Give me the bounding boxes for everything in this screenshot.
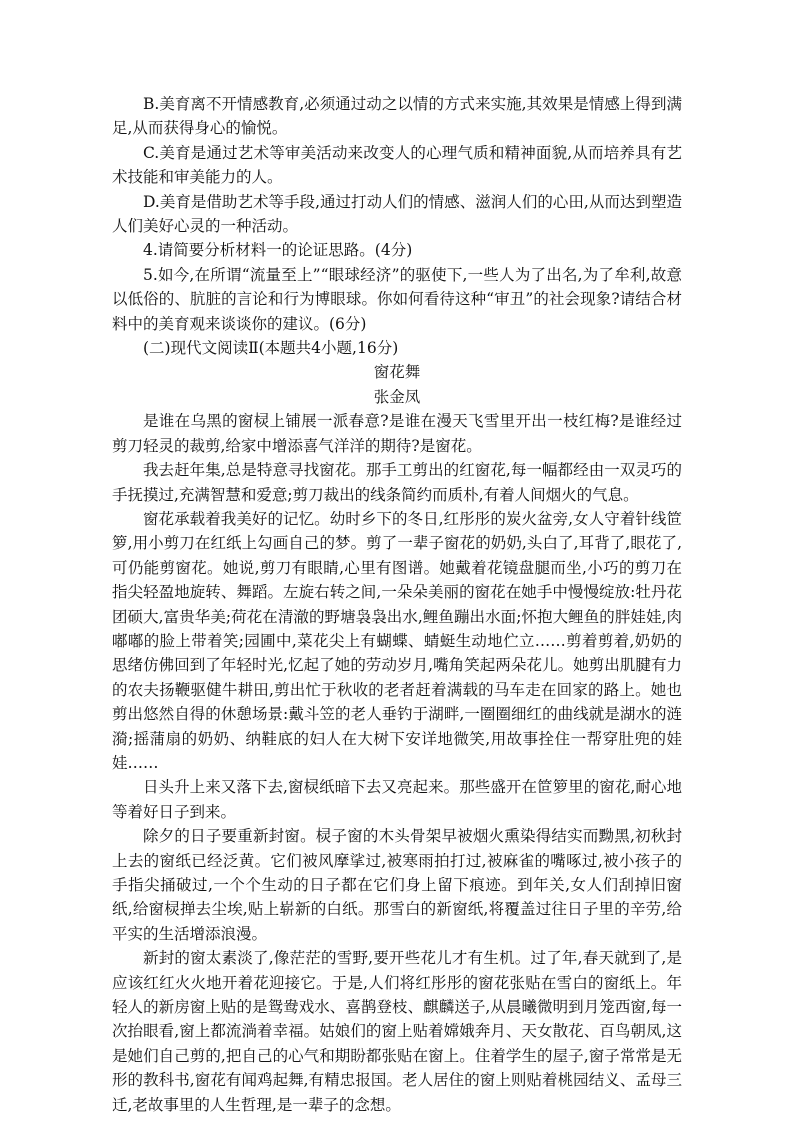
option-d: D.美育是借助艺术等手段,通过打动人们的情感、滋润人们的心田,从而达到塑造人们美好心灵的一种活动。 <box>112 192 682 236</box>
text-column <box>112 92 682 1117</box>
option-b: B.美育离不开情感教育,必须通过动之以情的方式来实施,其效果是情感上得到满足,从而获得身心的愉悦。 <box>112 95 682 138</box>
article-title: 窗花舞 <box>373 363 421 382</box>
paragraph: 我去赶年集,总是特意寻找窗花。那手工剪出的红窗花,每一幅都经由一双灵巧的手抚摸过,充满智慧和爱意;剪刀裁出的线条简约而质朴,有着人间烟火的气息。 <box>112 461 682 504</box>
paragraph: 日头升上来又落下去,窗棂纸暗下去又亮起来。那些盛开在笸箩里的窗花,耐心地等着好日子到来。 <box>112 778 682 821</box>
section-heading: (二)现代文阅读Ⅱ(本题共4小题,16分) <box>143 339 399 358</box>
option-c: C.美育是通过艺术等审美活动来改变人的心理气质和精神面貌,从而培养具有艺术技能和审美能力的人。 <box>112 143 682 187</box>
question-4: 4.请简要分析材料一的论证思路。(4分) <box>143 241 413 260</box>
paragraph: 除夕的日子要重新封窗。棂子窗的木头骨架早被烟火熏染得结实而黝黑,初秋封上去的窗纸已经泛黄。它们被风摩挲过,被寒雨拍打过,被麻雀的嘴啄过,被小孩子的手指尖捅破过,一个个生动的日子都在它们身上留下痕迹。到年关,女人们刮掉旧窗纸,给窗棂掸去尘埃,贴上崭新的白纸。那雪白的新窗纸,将覆盖过往日子里的辛劳,给平实的生活增添浪漫。 <box>112 827 682 943</box>
article-author: 张金凤 <box>373 387 421 406</box>
question-5: 5.如今,在所谓“流量至上”“眼球经济”的驱使下,一些人为了出名,为了牟利,故意以低俗的、肮脏的言论和行为博眼球。你如何看待这种“审丑”的社会现象?请结合材料中的美育观来谈谈你的建议。(6分) <box>112 265 682 333</box>
paragraph: 窗花承载着我美好的记忆。幼时乡下的冬日,红彤彤的炭火盆旁,女人守着针线笸箩,用小剪刀在红纸上勾画自己的梦。剪了一辈子窗花的奶奶,头白了,耳背了,眼花了,可仍能剪窗花。她说,剪刀有眼睛,心里有图谱。她戴着花镜盘腿而坐,小巧的剪刀在指尖轻盈地旋转、舞蹈。左旋右转之间,一朵朵美丽的窗花在她手中慢慢绽放:牡丹花团硕大,富贵华美;荷花在清澈的野塘袅袅出水,鲤鱼蹦出水面;怀抱大鲤鱼的胖娃娃,肉嘟嘟的脸上带着笑;园圃中,菜花尖上有蝴蝶、蜻蜓生动地伫立……剪着剪着,奶奶的思绪仿佛回到了年轻时光,忆起了她的劳动岁月,嘴角笑起两朵花儿。她剪出肌腱有力的农夫扬鞭驱健牛耕田,剪出忙于秋收的老者赶着满载的马车走在回家的路上。她也剪出悠然自得的休憩场景:戴斗笠的老人垂钓于湖畔,一圈圈细红的曲线就是湖水的涟漪;摇蒲扇的奶奶、纳鞋底的妇人在大树下安详地微笑,用故事拴住一帮穿肚兜的娃娃…… <box>112 509 682 772</box>
paragraph: 新封的窗太素淡了,像茫茫的雪野,要开些花儿才有生机。过了年,春天就到了,是应该红红火火地开着花迎接它。于是,人们将红彤彤的窗花张贴在雪白的窗纸上。年轻人的新房窗上贴的是鸳鸯戏水、喜鹊登枝、麒麟送子,从晨曦微明到月笼西窗,每一次抬眼看,窗上都流淌着幸福。姑娘们的窗上贴着嫦娥奔月、天女散花、百鸟朝凤,这是她们自己剪的,把自己的心气和期盼都张贴在窗上。住着学生的屋子,窗子常常是无形的教科书,窗花有闻鸡起舞,有精忠报国。老人居住的窗上则贴着桃园结义、孟母三迁,老故事里的人生哲理,是一辈子的念想。 <box>112 949 682 1114</box>
paragraph: 是谁在乌黑的窗棂上铺展一派春意?是谁在漫天飞雪里开出一枝红梅?是谁经过剪刀轻灵的裁剪,给家中增添喜气洋洋的期待?是窗花。 <box>112 412 682 455</box>
